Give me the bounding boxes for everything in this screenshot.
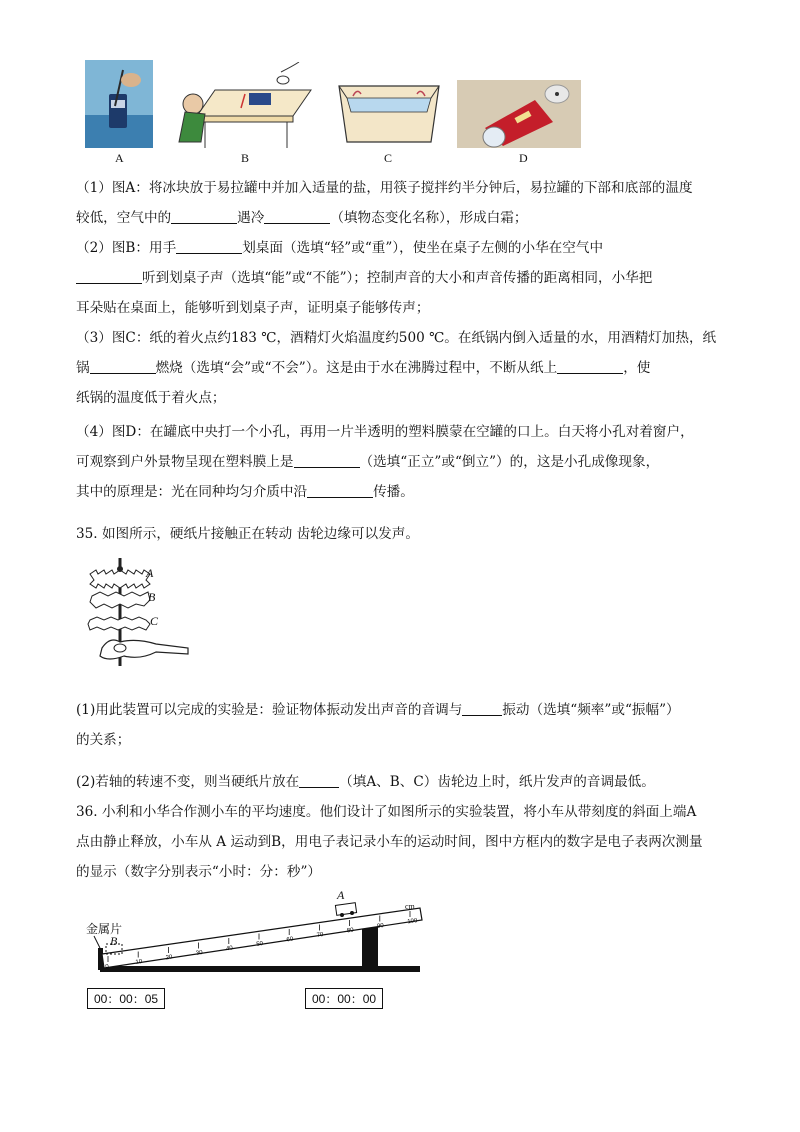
ruler-tick-label: 40 [225, 945, 234, 953]
q34-part1-line1: （1）图A：将冰块放于易拉罐中并加入适量的盐，用筷子搅拌约半分钟后，易拉罐的下部和底部的温度 [76, 180, 693, 196]
ruler-tick-label: 100 [407, 918, 418, 926]
figure-label-d: D [519, 151, 528, 165]
answer-blank[interactable] [76, 269, 142, 284]
ruler-tick-label: 50 [256, 940, 264, 948]
metal-plate-label: 金属片 [86, 922, 123, 936]
incline-ruler-figure [80, 888, 440, 982]
figure-d-pinhole-can [457, 80, 581, 148]
q34-part3-line2: 锅 燃烧（选填“会”或“不会”）。这是由于水在沸腾过程中，不断从纸上 ，使 [76, 360, 651, 376]
answer-blank[interactable] [462, 701, 502, 716]
q34-part4-line1: （4）图D：在罐底中央打一个小孔，再用一片半透明的塑料膜蒙在空罐的口上。白天将小孔对着窗户， [76, 424, 694, 440]
answer-blank[interactable] [557, 359, 623, 374]
figure-label-a: A [115, 151, 124, 165]
figure-label-b: B [241, 151, 250, 165]
gear-apparatus-figure [84, 556, 194, 676]
ruler-tick-label: 70 [316, 931, 324, 939]
q35-sub1-line2: 的关系； [76, 732, 131, 748]
figure-c-paper-pot [335, 78, 445, 148]
q36-line2: 点由静止释放，小车从 A 运动到B，用电子表记录小车的运动时间，图中方框内的数字是电子表两次测量 [76, 834, 703, 850]
figure-b-desk-sound [175, 62, 315, 148]
q35-sub2: (2)若轴的转速不变，则当硬纸片放在 （填A、B、C）齿轮边上时，纸片发声的音调最低。 [76, 774, 655, 790]
answer-blank[interactable] [264, 209, 330, 224]
gear-label-b: B [148, 590, 156, 604]
ruler-tick-label: 10 [135, 958, 143, 966]
ruler-tick-label: 80 [346, 927, 355, 935]
q34-part3-line3: 纸锅的温度低于着火点； [76, 390, 226, 406]
ruler-tick-label: 0 [105, 963, 110, 971]
timer-display-a: 00：00：00 [305, 988, 383, 1009]
timer-display-b: 00：00：05 [87, 988, 165, 1009]
gear-label-a: A [146, 566, 154, 580]
q35-stem: 35. 如图所示，硬纸片接触正在转动 齿轮边缘可以发声。 [76, 526, 419, 542]
ruler-tick-label: 30 [195, 949, 204, 957]
answer-blank[interactable] [90, 359, 156, 374]
q34-part3-line1: （3）图C：纸的着火点约183 ℃，酒精灯火焰温度约500 ℃。在纸锅内倒入适量的水，用酒精灯加热，纸 [76, 330, 717, 346]
answer-blank[interactable] [307, 483, 373, 498]
q35-sub1-line1: (1)用此装置可以完成的实验是：验证物体振动发出声音的音调与 振动（选填“频率”或“振幅”） [76, 702, 680, 718]
figure-label-c: C [384, 151, 393, 165]
answer-blank[interactable] [299, 773, 339, 788]
q34-part2-line3: 耳朵贴在桌面上，能够听到划桌子声，证明桌子能够传声； [76, 300, 430, 316]
figure-a-ice-can [85, 60, 153, 148]
q34-part2-line1: （2）图B：用手 划桌面（选填“轻”或“重”），使坐在桌子左侧的小华在空气中 [76, 240, 604, 256]
point-b-label: B [110, 934, 118, 948]
answer-blank[interactable] [171, 209, 237, 224]
q36-line3: 的显示（数字分别表示“小时：分：秒”） [76, 864, 321, 880]
ruler-unit: cm [405, 902, 415, 911]
q34-part4-line3: 其中的原理是：光在同种均匀介质中沿 传播。 [76, 484, 414, 500]
q34-part4-line2: 可观察到户外景物呈现在塑料膜上是 （选填“正立”或“倒立”）的，这是小孔成像现象， [76, 454, 660, 470]
q34-part1-line2: 较低，空气中的 遇冷 （填物态变化名称），形成白霜； [76, 210, 528, 226]
gear-label-c: C [150, 614, 159, 628]
ruler-tick-label: 60 [286, 936, 294, 944]
q36-line1: 36. 小利和小华合作测小车的平均速度。他们设计了如图所示的实验装置，将小车从带刻度的斜面上端A [76, 804, 697, 820]
point-a-label: A [337, 888, 345, 902]
answer-blank[interactable] [176, 239, 242, 254]
ruler-tick-label: 20 [165, 954, 173, 962]
answer-blank[interactable] [294, 453, 360, 468]
q34-part2-line2: 听到划桌子声（选填“能”或“不能”）；控制声音的大小和声音传播的距离相同，小华把 [76, 268, 652, 288]
ruler-tick-label: 90 [376, 922, 385, 930]
